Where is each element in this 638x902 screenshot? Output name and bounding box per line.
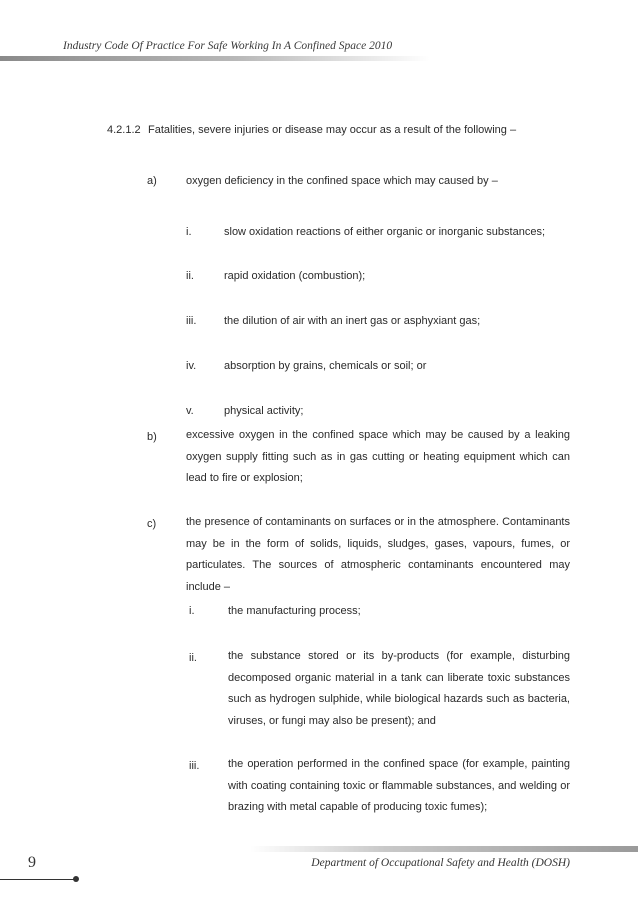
item-c-label: c) [147,518,157,530]
item-a-sub-label: ii. [186,270,194,282]
item-a-label: a) [147,175,157,187]
page-number: 9 [28,854,36,871]
item-a-sub-text: the dilution of air with an inert gas or asphyxiant gas; [224,315,481,327]
section-text: Fatalities, severe injuries or disease may occur as a result of the following – [148,124,517,136]
item-b-text: excessive oxygen in the confined space which may be caused by a leaking oxygen supply fitting such as in gas cutting or heating equipment which can lead to fire or explosion; [186,429,570,484]
item-a-sub-text: physical activity; [224,405,304,417]
item-a-sub-text: rapid oxidation (combustion); [224,270,366,282]
item-c-sub-text: the manufacturing process; [228,605,361,617]
item-b-label: b) [147,431,157,443]
footer-line [0,879,76,880]
item-c-text: the presence of contaminants on surfaces or in the atmosphere. Contaminants may be in the form of solids, liquids, sludges, gases, vapours, fumes, or particulates. The sources of atmospheric contaminants encountered may include – [186,516,570,593]
item-c-sub-text: the substance stored or its by-products (for example, disturbing decomposed organic material in a tank can liberate toxic substances such as hydrogen sulphide, while biological hazards such as bacteria, viruses, or fungi may also be present); and [228,650,570,727]
item-a-sub-label: i. [186,226,192,238]
item-a-sub-text: absorption by grains, chemicals or soil; or [224,360,427,372]
item-a-text: oxygen deficiency in the confined space which may caused by – [186,175,498,187]
item-c-sub-text: the operation performed in the confined space (for example, painting with coating containing toxic or flammable substances, and welding or brazing with metal capable of producing toxic fumes); [228,758,570,813]
item-a-sub-label: iv. [186,360,197,372]
running-header-title: Industry Code Of Practice For Safe Working In A Confined Space 2010 [63,40,393,52]
item-a-sub-label: v. [186,405,194,417]
item-a-sub-text: slow oxidation reactions of either organic or inorganic substances; [224,226,546,238]
item-c-sub-label: ii. [189,652,197,664]
footer-dot [73,876,79,882]
item-c-sub-label: i. [189,605,195,617]
item-c-sub-label: iii. [189,760,200,772]
item-a-sub-label: iii. [186,315,197,327]
footer-department: Department of Occupational Safety and Health (DOSH) [311,857,570,869]
footer-rule [250,846,638,852]
section-number: 4.2.1.2 [107,124,141,136]
header-rule [0,56,430,61]
